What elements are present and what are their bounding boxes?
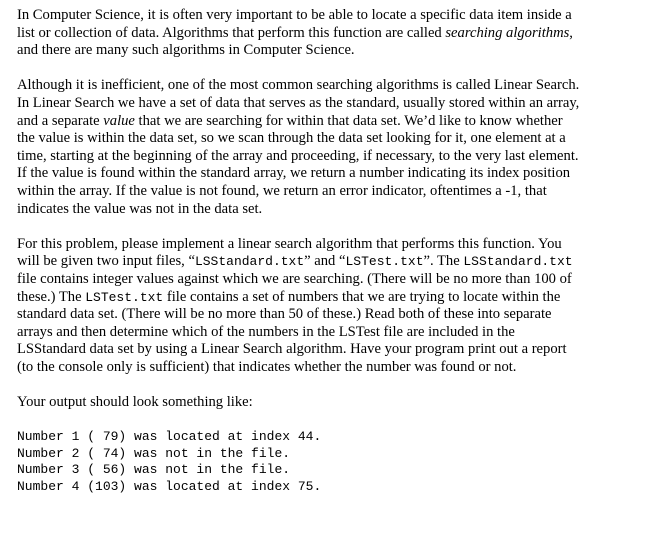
output-line: Number 3 ( 56) was not in the file. [17, 462, 291, 478]
sample-output-block [17, 429, 642, 495]
text-line: Your output should look something like: [17, 394, 253, 411]
output-line: Number 4 (103) was located at index 75. [17, 479, 322, 495]
problem-paragraph [17, 236, 642, 377]
output-line: Number 2 ( 74) was not in the file. [17, 445, 291, 461]
text-line: standard data set. (There will be no more than 50 of these.) Read both of these into separate [17, 306, 552, 323]
text-line: arrays and then determine which of the numbers in the LSTest file are included in the [17, 323, 515, 340]
text-line: time, starting at the beginning of the array and proceeding, if necessary, to the very last element. [17, 147, 579, 164]
intro-paragraph [17, 7, 642, 60]
emphasis-value: value [103, 112, 135, 129]
text-line: In Linear Search we have a set of data that serves as the standard, usually stored within an array, [17, 94, 580, 111]
output-intro [17, 394, 642, 412]
text-line: indicates the value was not in the data set. [17, 200, 263, 217]
text-line: and a separate value that we are searching for within that data set. We’d like to know whether [17, 112, 563, 129]
text-line: the value is within the data set, so we scan through the data set looking for it, one element at a [17, 130, 566, 147]
filename-code: LSTest.txt [345, 254, 424, 270]
filename-code: LSStandard.txt [194, 254, 305, 270]
text-line: If the value is found within the standard array, we return a number indicating its index position [17, 165, 571, 182]
filename-code: LSTest.txt [85, 289, 164, 305]
text-line: LSStandard data set by using a Linear Search algorithm. Have your program print out a report [17, 341, 567, 358]
linear-search-paragraph [17, 77, 642, 218]
text-line: Although it is inefficient, one of the most common searching algorithms is called Linear Search. [17, 77, 580, 94]
text-line: file contains integer values against which we are searching. (There will be no more than 100 of [17, 270, 572, 287]
text-line: within the array. If the value is not found, we return an error indicator, oftentimes a -1, that [17, 182, 547, 199]
text-line: list or collection of data. Algorithms that perform this function are called searching algorithms, [17, 24, 573, 41]
emphasis-searching-algorithms: searching algorithms [445, 24, 570, 41]
filename-code: LSStandard.txt [463, 254, 573, 270]
text-line: these.) The LSTest.txt file contains a set of numbers that we are trying to locate within the [17, 288, 561, 305]
output-line: Number 1 ( 79) was located at index 44. [17, 429, 322, 445]
text-line: and there are many such algorithms in Computer Science. [17, 42, 355, 59]
text-line: In Computer Science, it is often very important to be able to locate a specific data item inside a [17, 7, 572, 23]
text-line: For this problem, please implement a linear search algorithm that performs this function. You [17, 235, 562, 252]
text-line: (to the console only is sufficient) that indicates whether the number was found or not. [17, 358, 517, 375]
document-page [17, 7, 642, 496]
text-line: will be given two input files, “LSStandard.txt” and “LSTest.txt”. The LSStandard.txt [17, 253, 573, 270]
